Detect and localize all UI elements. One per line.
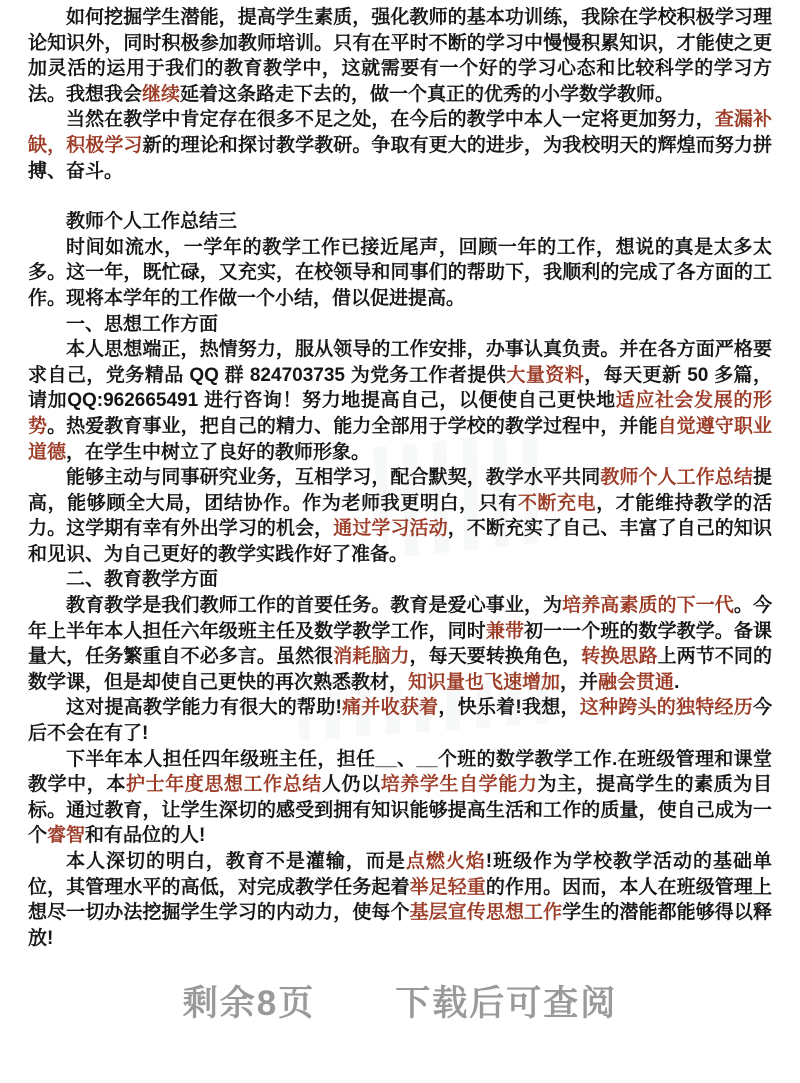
download-hint-label: 下载后可查阅: [395, 984, 618, 1023]
text-run: ，在学生中树立了良好的教师形象。: [66, 441, 371, 463]
highlighted-text-run: 自觉遵守职业道德: [28, 415, 772, 463]
highlighted-text-run: 适应社会发展的形势: [28, 390, 772, 437]
text-run: 能够主动与同事研究业务，互相学习，配合默契，教学水平共同: [66, 467, 601, 489]
paragraph: [28, 593, 772, 695]
highlighted-text-run: 这种跨头的独特经历: [579, 697, 753, 719]
highlighted-text-run: 不断充电: [517, 492, 597, 514]
highlighted-text-run: 基层宣传思想工作: [409, 902, 563, 924]
text-run: 新的理论和探讨教学教研。争取有更大的进步，为我校明天的辉煌而努力拼搏、奋斗。: [28, 134, 772, 182]
text-run: 和有品位的人!: [85, 825, 206, 847]
text-run: 这对提高教学能力有很大的帮助!: [66, 697, 342, 719]
text-run: ，并: [560, 671, 599, 693]
text-run: 上两节不同的数学课，但是却使自己更快的再次熟悉教材，: [28, 646, 772, 693]
highlighted-text-run: 兼带: [485, 620, 525, 642]
text-run: 二、教育教学方面: [66, 569, 219, 591]
paragraph: [28, 5, 772, 107]
paragraph: [28, 849, 772, 951]
document-body: [28, 5, 772, 951]
text-run: 时间如流水，一学年的教学工作已接近尾声，回顾一年的工作，想说的真是太多太多。这一年，既忙碌，又充实，在校领导和同事们的帮助下，我顺利的完成了各方面的工作。现将本学年的工作做一个小结，借以促进提高。: [28, 236, 772, 309]
text-run: ，每天更新 50 多篇，请加QQ:962665491 进行咨询！努力地提高自己，以便使自己更快地: [28, 364, 772, 412]
highlighted-text-run: 点燃火焰: [405, 851, 486, 872]
highlighted-text-run: 查漏补缺，积极学习: [28, 109, 772, 156]
text-run: 教育教学是我们教师工作的首要任务。教育是爱心事业，为: [66, 595, 563, 617]
text-run: 一、思想工作方面: [66, 313, 219, 335]
highlighted-text-run: 继续: [142, 83, 181, 105]
text-run: ，不断充实了自己、丰富了自己的知识和见识、为自己更好的教学实践作好了准备。: [28, 518, 772, 565]
highlighted-text-run: 转换思路: [581, 646, 658, 668]
highlighted-text-run: 知识量也飞速增加: [408, 671, 561, 693]
paragraph: [28, 312, 772, 338]
text-run: 今后不会在有了!: [28, 697, 772, 745]
paragraph: [28, 107, 772, 184]
text-run: 的作用。因而，本人在班级管理上想尽一切办法挖掘学生学习的内动力，使每个: [28, 876, 772, 924]
text-run: 为主，提高学生的素质为目标。通过教育，让学生深切的感受到拥有知识能够提高生活和工作的质量，使自己成为一个: [28, 774, 772, 847]
highlighted-text-run: 教师个人工作总结: [600, 467, 753, 489]
highlighted-text-run: 举足轻重: [409, 876, 486, 898]
text-run: 。今年上半年本人担任六年级班主任及数学教学工作，同时: [28, 595, 772, 642]
text-run: ，才能维持教学的活力。这学期有幸有外出学习的机会，: [28, 492, 772, 540]
paragraph: [28, 209, 772, 235]
text-run: ，快乐着!我想，: [438, 697, 580, 719]
paragraph: [28, 235, 772, 312]
remaining-pages-label: 剩余8页: [182, 984, 316, 1023]
text-run: 教师个人工作总结三: [66, 211, 238, 233]
text-run: 下半年本人担任四年级班主任，担任__、__个班的数学教学工作.在班级管理和课堂教学中，本: [28, 748, 772, 796]
text-run: !班级作为学校教学活动的基础单位，其管理水平的高低，对完成教学任务起着: [28, 851, 772, 898]
text-run: 。热爱教育事业，把自己的精力、能力全部用于学校的教学过程中，并能: [47, 415, 658, 437]
text-run: 如何挖掘学生潜能，提高学生素质，强化教师的基本功训练，我除在学校积极学习理论知识外，同时积极参加教师培训。只有在平时不断的学习中慢慢积累知识，才能使之更加灵活的运用于我们的教育教学中，这就需要有一个好的学习心态和比较科学的学习方法。我想我会: [28, 7, 772, 105]
highlighted-text-run: 痛并收获着: [341, 697, 439, 719]
highlighted-text-run: 培养学生自学能力: [380, 774, 538, 796]
text-run: 本人深切的明白，教育不是灌输，而是: [66, 851, 406, 872]
text-run: 学生的潜能都能够得以释放!: [28, 902, 772, 949]
highlighted-text-run: 培养高素质的下一代: [562, 595, 734, 617]
highlighted-text-run: 睿智: [47, 825, 86, 847]
highlighted-text-run: 融会贯通: [598, 671, 675, 693]
text-run: ，每天要转换角色，: [409, 646, 582, 668]
highlighted-text-run: 大量资料: [506, 364, 585, 386]
highlighted-text-run: 护士年度思想工作总结: [125, 774, 322, 796]
text-run: 本人思想端正，热情努力，服从领导的工作安排，办事认真负责。并在各方面严格要求自己，党务精品 QQ 群 824703735 为党务工作者提供: [28, 339, 772, 386]
text-run: 初一一个班的数学教学。备课量大，任务繁重自不必多言。虽然很: [28, 620, 772, 668]
text-run: 当然在教学中肯定存在很多不足之处，在今后的教学中本人一定将更加努力，: [66, 109, 715, 131]
paragraph: [28, 337, 772, 465]
highlighted-text-run: 消耗脑力: [333, 646, 410, 668]
text-run: 延着这条路走下去的，做一个真正的优秀的小学数学教师。: [180, 83, 675, 105]
paragraph: [28, 695, 772, 746]
text-run: .: [674, 671, 680, 693]
text-run: 人仍以: [321, 774, 381, 796]
footer-banner: [0, 976, 800, 1026]
paragraph: [28, 465, 772, 567]
text-run: 提高，能够顾全大局，团结协作。作为老师我更明白，只有: [28, 467, 772, 514]
paragraph: [28, 567, 772, 593]
highlighted-text-run: 通过学习活动: [333, 518, 448, 540]
paragraph: [28, 747, 772, 849]
